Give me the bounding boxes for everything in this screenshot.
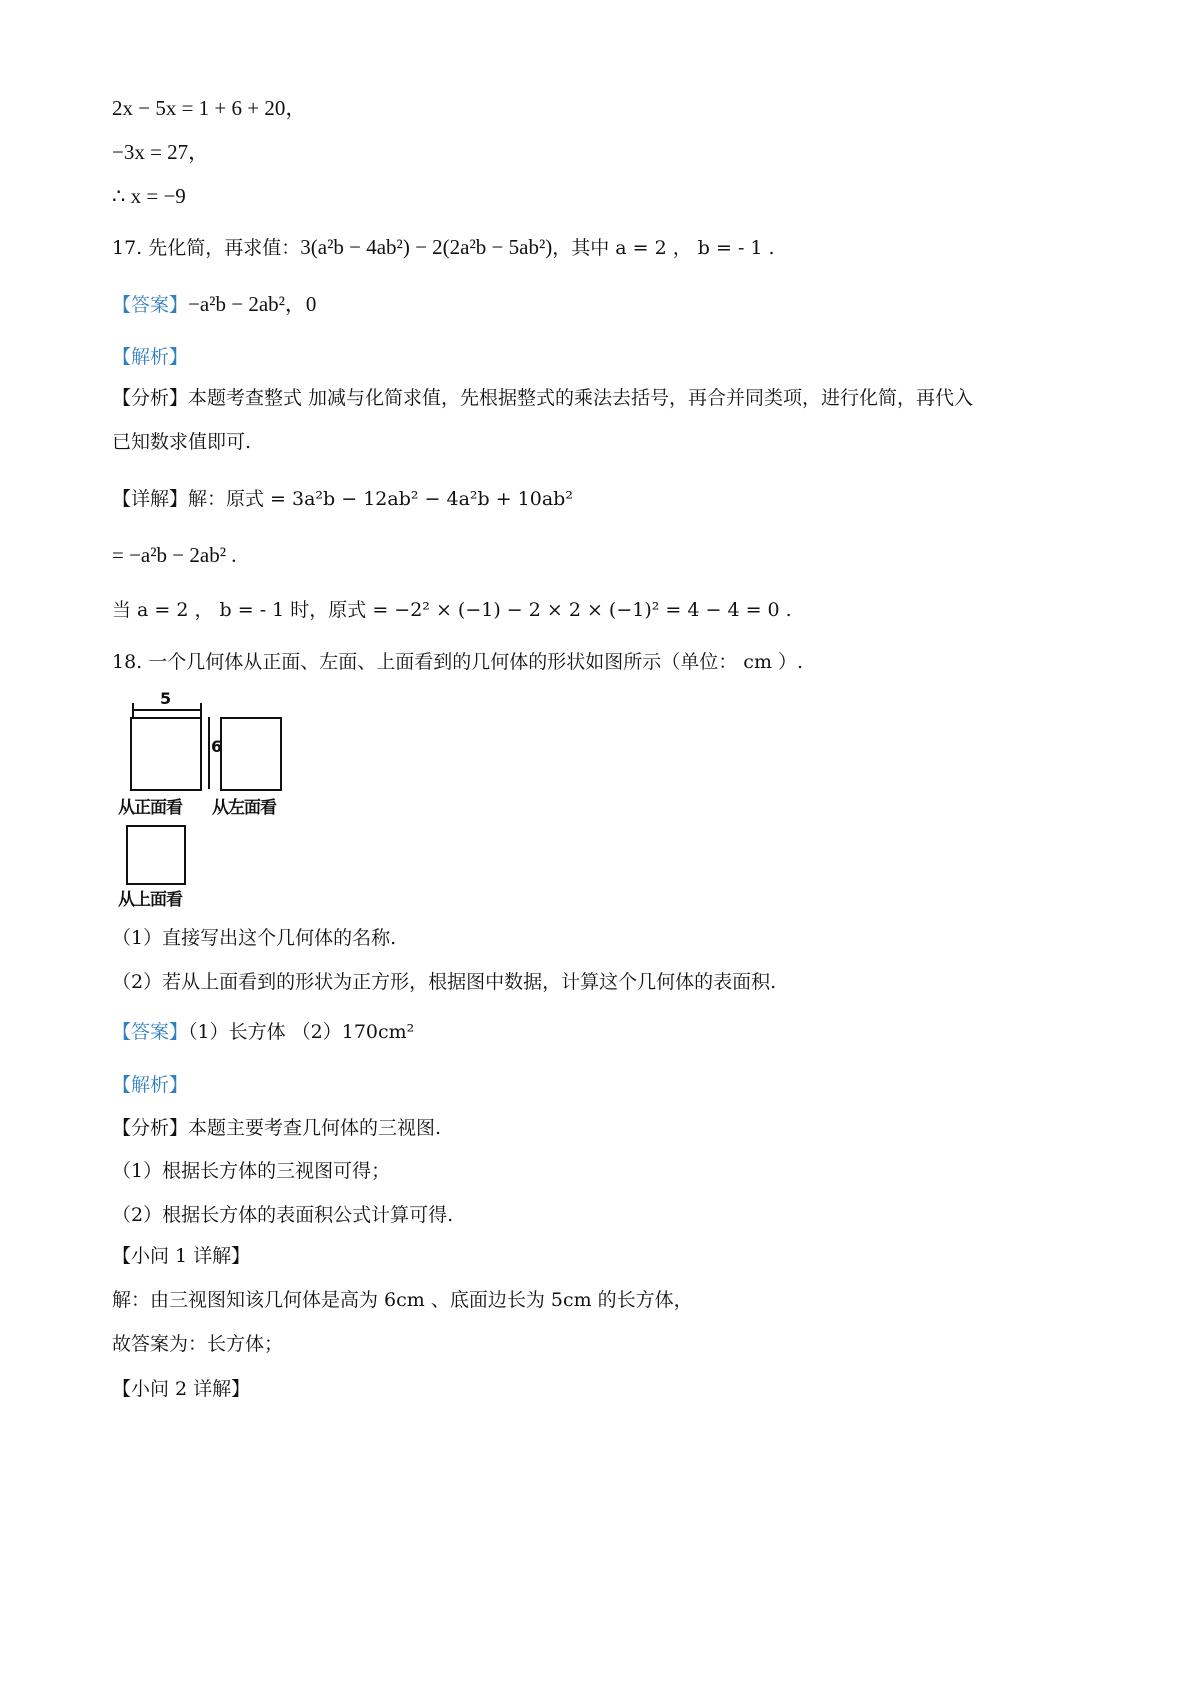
width-dimension-label: 5 bbox=[160, 689, 172, 708]
equation-line-1: 2x − 5x = 1 + 6 + 20， bbox=[112, 96, 307, 120]
q18-sub1-line-2: 故答案为：长方体； bbox=[112, 1333, 284, 1355]
q17-analysis-line-1: 【分析】本题考查整式 加减与化简求值，先根据整式的乘法去括号，再合并同类项，进行化简，再代入 bbox=[112, 387, 974, 409]
front-view-caption: 从正面看 bbox=[118, 798, 182, 818]
left-view-rectangle bbox=[220, 717, 282, 791]
width-dimension-line bbox=[132, 709, 202, 711]
q18-analysis-tag: 【解析】 bbox=[112, 1074, 189, 1096]
top-view-square bbox=[126, 825, 186, 885]
q18-sub2-title: 【小问 2 详解】 bbox=[112, 1378, 251, 1400]
q18-answer-value: （1）长方体 （2）170cm² bbox=[188, 1021, 415, 1043]
q17-answer-value: −a²b − 2ab²，0 bbox=[188, 292, 317, 316]
answer-tag: 【答案】 bbox=[112, 294, 189, 316]
q17-analysis-line-2: 已知数求值即可. bbox=[112, 431, 252, 453]
question-17-condition: ，其中 a = 2 ， b = - 1 . bbox=[552, 237, 775, 259]
q18-hint-1: （1）根据长方体的三视图可得； bbox=[112, 1160, 391, 1182]
top-view-caption: 从上面看 bbox=[118, 890, 182, 910]
q18-analysis: 【分析】本题主要考查几何体的三视图. bbox=[112, 1117, 442, 1139]
left-view-caption: 从左面看 bbox=[212, 798, 276, 818]
q18-hint-2: （2）根据长方体的表面积公式计算可得. bbox=[112, 1204, 454, 1226]
q18-part-1: （1）直接写出这个几何体的名称. bbox=[112, 927, 397, 949]
q18-part-2: （2）若从上面看到的形状为正方形，根据图中数据，计算这个几何体的表面积. bbox=[112, 971, 777, 993]
answer-tag: 【答案】 bbox=[112, 1021, 189, 1043]
width-dimension-tick-left bbox=[132, 703, 134, 717]
q17-detail-line-1: 【详解】解：原式 = 3a²b − 12ab² − 4a²b + 10ab² bbox=[112, 488, 573, 510]
width-dimension-tick-right bbox=[200, 703, 202, 717]
q17-answer bbox=[112, 290, 316, 319]
equation-line-3: ∴ x = −9 bbox=[112, 184, 186, 208]
question-17-expression: 3(a²b − 4ab²) − 2(2a²b − 5ab²) bbox=[300, 235, 553, 259]
q17-analysis-tag: 【解析】 bbox=[112, 346, 189, 368]
equation-line-2: −3x = 27， bbox=[112, 140, 210, 164]
q18-sub1-line-1: 解：由三视图知该几何体是高为 6cm 、底面边长为 5cm 的长方体， bbox=[112, 1289, 693, 1311]
front-view-rectangle bbox=[130, 717, 202, 791]
q18-answer bbox=[112, 1018, 414, 1046]
question-17-prompt: 17. 先化简，再求值： bbox=[112, 237, 301, 259]
question-18-prompt: 18. 一个几何体从正面、左面、上面看到的几何体的形状如图所示（单位： cm ）. bbox=[112, 651, 804, 673]
question-17 bbox=[112, 233, 775, 262]
height-dimension-line bbox=[208, 717, 210, 789]
q17-detail-line-3: 当 a = 2 ， b = - 1 时，原式 = −2² × (−1) − 2 × 2 × (−1)² = 4 − 4 = 0 . bbox=[112, 599, 792, 621]
q17-detail-line-2: = −a²b − 2ab² . bbox=[112, 543, 237, 567]
three-view-figure bbox=[112, 689, 312, 910]
q18-sub1-title: 【小问 1 详解】 bbox=[112, 1245, 251, 1267]
height-dimension-label: 6 bbox=[211, 737, 223, 756]
